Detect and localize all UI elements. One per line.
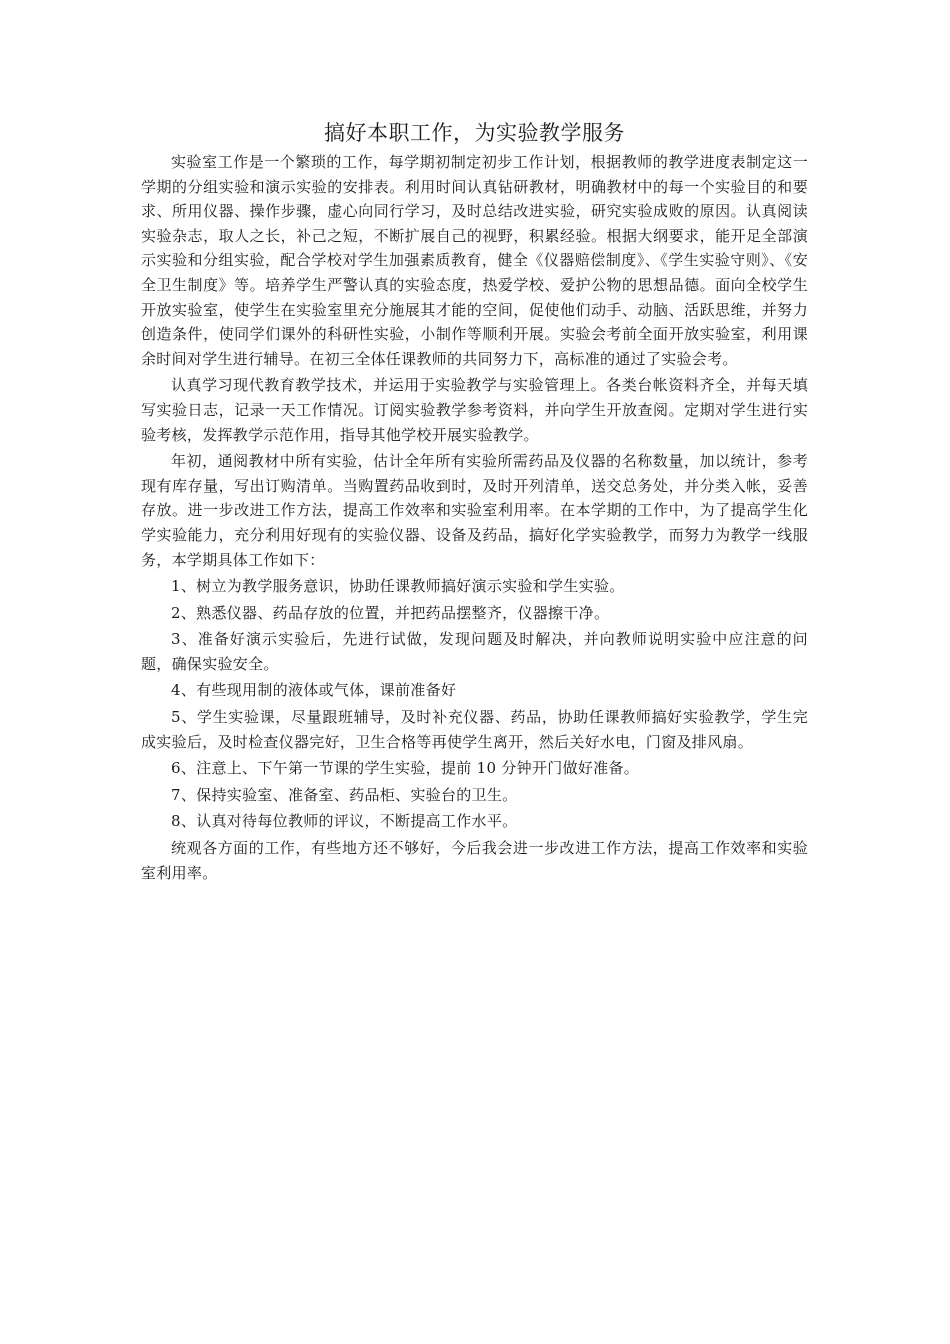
- list-item-3: 3、准备好演示实验后，先进行试做，发现问题及时解决，并向教师说明实验中应注意的问题，确保实验安全。: [141, 630, 808, 673]
- paragraph-conclusion: 统观各方面的工作，有些地方还不够好，今后我会进一步改进工作方法，提高工作效率和实验室利用率。: [141, 839, 808, 882]
- list-item-5: 5、学生实验课，尽量跟班辅导，及时补充仪器、药品，协助任课教师搞好实验教学，学生完成实验后，及时检查仪器完好，卫生合格等再使学生离开，然后关好水电，门窗及排风扇。: [141, 708, 808, 751]
- document-title: 搞好本职工作，为实验教学服务: [324, 121, 625, 145]
- list-item-8: 8、认真对待每位教师的评议，不断提高工作水平。: [171, 812, 518, 831]
- list-item-4: 4、有些现用制的液体或气体，课前准备好: [171, 681, 457, 700]
- list-item-1: 1、树立为教学服务意识，协助任课教师搞好演示实验和学生实验。: [171, 577, 625, 596]
- paragraph-intro: 实验室工作是一个繁琐的工作，每学期初制定初步工作计划，根据教师的教学进度表制定这一学期的分组实验和演示实验的安排表。利用时间认真钻研教材，明确教材中的每一个实验目的和要求、所用仪器、操作步骤，虚心向同行学习，及时总结改进实验，研究实验成败的原因。认真阅读实验杂志，取人之长，补己之短，不断扩展自己的视野，积累经验。根据大纲要求，能开足全部演示实验和分组实验，配合学校对学生加强素质教育，健全《仪器赔偿制度》、《学生实验守则》、《安全卫生制度》等。培养学生严警认真的实验态度，热爱学校、爱护公物的思想品德。面向全校学生开放实验室，使学生在实验室里充分施展其才能的空间，促使他们动手、动脑、活跃思维，并努力创造条件，使同学们课外的科研性实验，小制作等顺利开展。实验会考前全面开放实验室，利用课余时间对学生进行辅导。在初三全体任课教师的共同努力下，高标准的通过了实验会考。: [141, 153, 808, 368]
- list-item-2: 2、熟悉仪器、药品存放的位置，并把药品摆整齐，仪器擦干净。: [171, 603, 610, 622]
- list-item-6: 6、注意上、下午第一节课的学生实验，提前 10 分钟开门做好准备。: [171, 759, 640, 778]
- paragraph-annual-plan: 年初，通阅教材中所有实验，估计全年所有实验所需药品及仪器的名称数量，加以统计，参考现有库存量，写出订购清单。当购置药品收到时，及时开列清单，送交总务处，并分类入帐，妥善存放。进一步改进工作方法，提高工作效率和实验室利用率。在本学期的工作中，为了提高学生化学实验能力，充分利用好现有的实验仪器、设备及药品，搞好化学实验教学，而努力为教学一线服务，本学期具体工作如下：: [141, 452, 808, 569]
- document-page: [141, 116, 808, 887]
- paragraph-technology: 认真学习现代教育教学技术，并运用于实验教学与实验管理上。各类台帐资料齐全，并每天填写实验日志，记录一天工作情况。订阅实验教学参考资料，并向学生开放查阅。定期对学生进行实验考核，发挥教学示范作用，指导其他学校开展实验教学。: [141, 376, 808, 444]
- list-item-7: 7、保持实验室、准备室、药品柜、实验台的卫生。: [171, 785, 518, 804]
